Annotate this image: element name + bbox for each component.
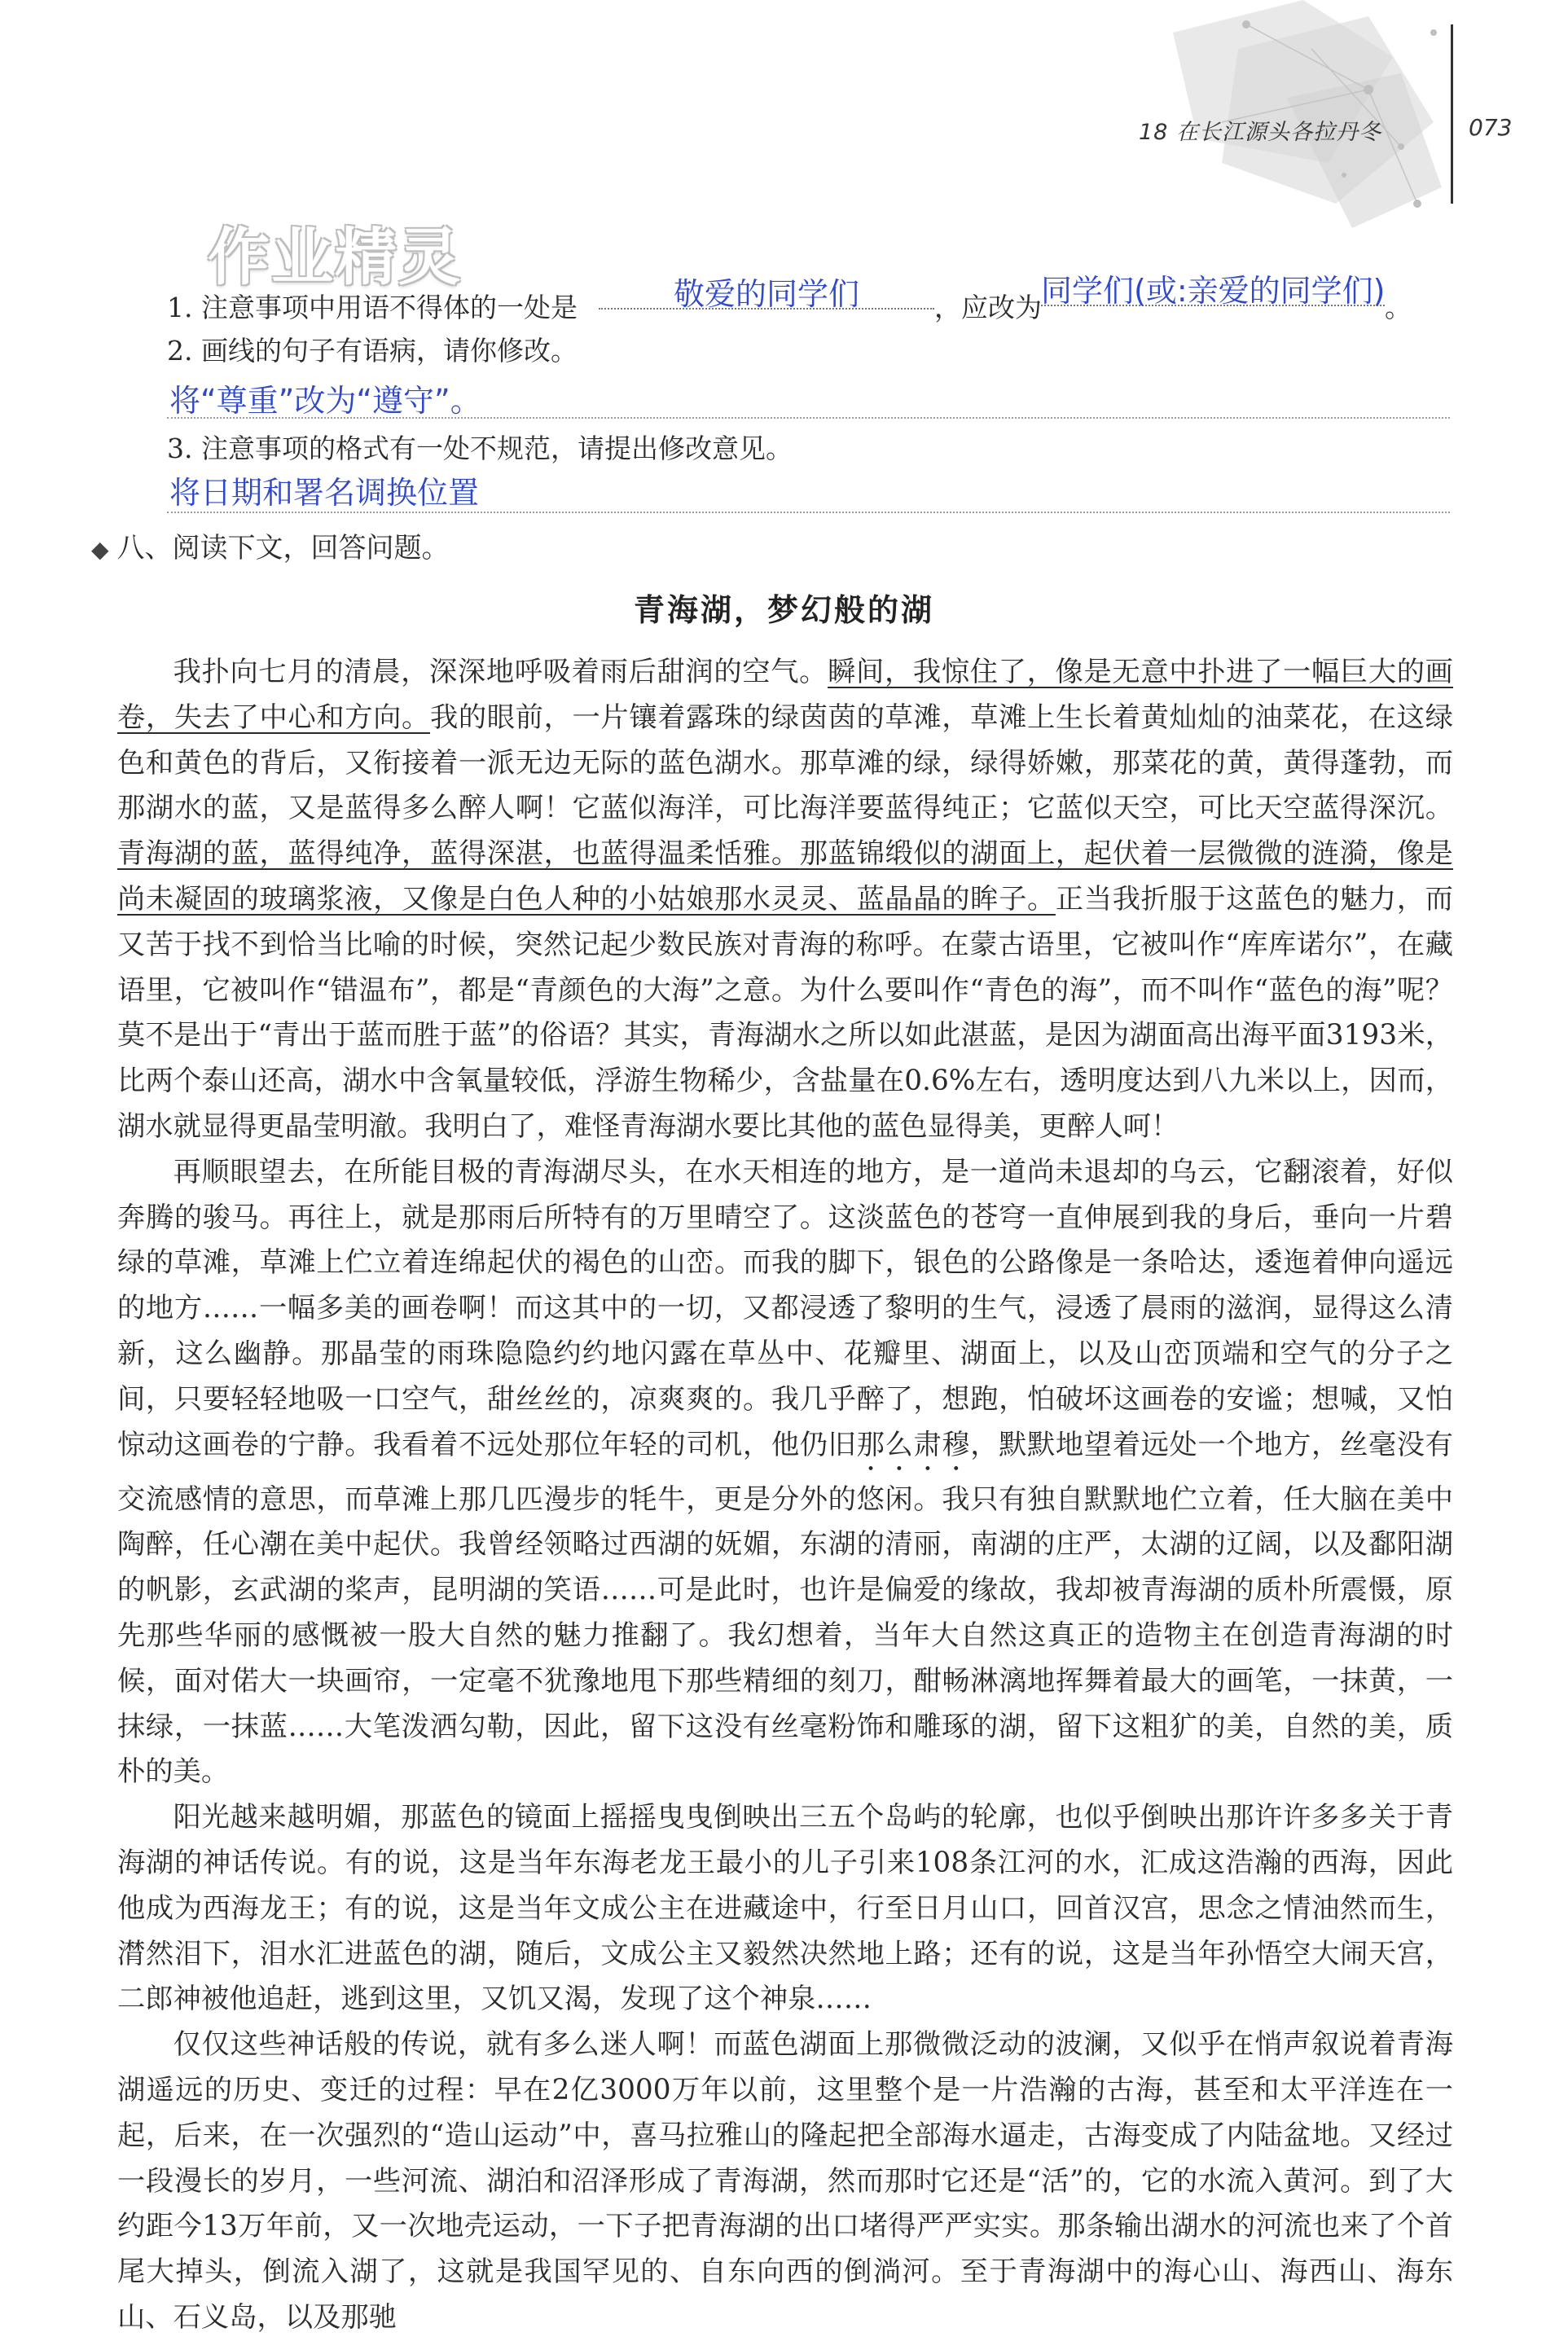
paragraph-2: 再顺眼望去，在所能目极的青海湖尽头，在水天相连的地方，是一道尚未退却的乌云，它翻滚着，好似奔腾的骏马。再往上，就是那雨后所特有的万里晴空了。这淡蓝色的苍穹一直伸展到我的身后，垂向一片碧绿的草滩，草滩上伫立着连绵起伏的褐色的山峦。而我的脚下，银色的公路像是一条哈达，逶迤着伸向遥远的地方……一幅多美的画卷啊！而这其中的一切，又都浸透了黎明的生气，浸透了晨雨的滋润，显得这么清新，这么幽静。那晶莹的雨珠隐隐约约地闪露在草丛中、花瓣里、湖面上，以及山峦顶端和空气的分子之间，只要轻轻地吸一口空气，甜丝丝的，凉爽爽的。我几乎醉了，想跑，怕破坏这画卷的安谧；想喊，又怕惊动这画卷的宁静。我看着不远处那位年轻的司机，他仍旧那么肃穆，默默地望着远处一个地方，丝毫没有交流感情的意思，而草滩上那几匹漫步的牦牛，更是分外的悠闲。我只有独自默默地伫立着，任大脑在美中陶醉，任心潮在美中起伏。我曾经领略过西湖的妩媚，东湖的清丽，南湖的庄严，太湖的辽阔，以及鄱阳湖的帆影，玄武湖的桨声，昆明湖的笑语……可是此时，也许是偏爱的缘故，我却被青海湖的质朴所震慑，原先那些华丽的感慨被一股大自然的魅力推翻了。我幻想着，当年大自然这真正的造物主在创造青海湖的时候，面对偌大一块画帘，一定毫不犹豫地甩下那些精细的刻刀，酣畅淋漓地挥舞着最大的画笔，一抹黄，一抹绿，一抹蓝……大笔泼洒勾勒，因此，留下这没有丝毫粉饰和雕琢的湖，留下这粗犷的美，自然的美，质朴的美。 <box>117 1155 1453 1789</box>
article-title: 青海湖，梦幻般的湖 <box>633 592 934 628</box>
question-1-middle: ，应改为 <box>934 292 1042 323</box>
question-1-prefix: 1. 注意事项中用语不得体的一处是 <box>167 292 578 323</box>
page-number: 073 <box>1469 114 1513 141</box>
underlined-sentence-2: 青海湖的蓝，蓝得纯净，蓝得深湛，也蓝得温柔恬雅。 <box>117 837 800 871</box>
question-1-answer-a: 敬爱的同学们 <box>599 269 934 310</box>
answer-line-2 <box>167 417 1450 419</box>
question-3-text: 3. 注意事项的格式有一处不规范，请提出修改意见。 <box>167 433 793 464</box>
answer-line-3 <box>167 512 1450 513</box>
header-divider <box>1451 24 1453 204</box>
emphasized-phrase: 那么肃穆 <box>856 1428 971 1461</box>
paragraph-3: 阳光越来越明媚，那蓝色的镜面上摇摇曳曳倒映出三五个岛屿的轮廓，也似乎倒映出那许许多多关于青海湖的神话传说。有的说，这是当年东海老龙王最小的儿子引来108条江河的水，汇成这浩瀚的西海，因此他成为西海龙王；有的说，这是当年文成公主在进藏途中，行至日月山口，回首汉宫，思念之情油然而生，潸然泪下，泪水汇进蓝色的湖，随后，文成公主又毅然决然地上路；还有的说，这是当年孙悟空大闹天宫，二郎神被他追赶，逃到这里，又饥又渴，发现了这个神泉…… <box>117 1801 1453 2016</box>
diamond-icon: ◆ <box>91 536 109 563</box>
chapter-title: 18 在长江源头各拉丹冬 <box>1139 120 1381 145</box>
underlined-sentence-3: 那蓝锦缎似的湖面上，起伏着一层微微的涟漪，像是尚未凝固的玻璃浆液，又像是白色人种的小姑娘那水灵灵、蓝晶晶的眸子。 <box>117 837 1453 916</box>
question-2-answer: 将“尊重”改为“遵守”。 <box>169 383 481 419</box>
question-1-answer-b: 同学们(或:亲爱的同学们) <box>1041 266 1385 306</box>
underlined-sentence-1: 瞬间，我惊住了，像是无意中扑进了一幅巨大的画卷，失去了中心和方向。 <box>117 656 1453 734</box>
paragraph-4: 仅仅这些神话般的传说，就有多么迷人啊！而蓝色湖面上那微微泛动的波澜，又似乎在悄声叙说着青海湖遥远的历史、变迁的过程：早在2亿3000万年以前，这里整个是一片浩瀚的古海，甚至和太平洋连在一起，后来，在一次强烈的“造山运动”中，喜马拉雅山的隆起把全部海水逼走，古海变成了内陆盆地。又经过一段漫长的岁月，一些河流、湖泊和沼泽形成了青海湖，然而那时它还是“活”的，它的水流入黄河。到了大约距今13万年前，又一次地壳运动，一下子把青海湖的出口堵得严严实实。那条输出湖水的河流也来了个首尾大掉头，倒流入湖了，这就是我国罕见的、自东向西的倒淌河。至于青海湖中的海心山、海西山、海东山、石义岛，以及那驰 <box>117 2028 1453 2334</box>
question-1-suffix: 。 <box>1385 292 1412 323</box>
paragraph-1: 我扑向七月的清晨，深深地呼吸着雨后甜润的空气。瞬间，我惊住了，像是无意中扑进了一幅巨大的画卷，失去了中心和方向。我的眼前，一片镶着露珠的绿茵茵的草滩，草滩上生长着黄灿灿的油菜花，在这绿色和黄色的背后，又衔接着一派无边无际的蓝色湖水。那草滩的绿，绿得娇嫩，那菜花的黄，黄得蓬勃，而那湖水的蓝，又是蓝得多么醉人啊！它蓝似海洋，可比海洋要蓝得纯正；它蓝似天空，可比天空蓝得深沉。青海湖的蓝，蓝得纯净，蓝得深湛，也蓝得温柔恬雅。那蓝锦缎似的湖面上，起伏着一层微微的涟漪，像是尚未凝固的玻璃浆液，又像是白色人种的小姑娘那水灵灵、蓝晶晶的眸子。正当我折服于这蓝色的魅力，而又苦于找不到恰当比喻的时候，突然记起少数民族对青海的称呼。在蒙古语里，它被叫作“库库诺尔”，在藏语里，它被叫作“错温布”，都是“青颜色的大海”之意。为什么要叫作“青色的海”，而不叫作“蓝色的海”呢？莫不是出于“青出于蓝而胜于蓝”的俗语？其实，青海湖水之所以如此湛蓝，是因为湖面高出海平面3193米，比两个泰山还高，湖水中含氧量较低，浮游生物稀少，含盐量在0.6%左右，透明度达到八九米以上，因而，湖水就显得更晶莹明澈。我明白了，难怪青海湖水要比其他的蓝色显得美，更醉人呵！ <box>117 656 1453 1143</box>
question-3-answer: 将日期和署名调换位置 <box>169 475 480 511</box>
article-body <box>117 650 1453 2341</box>
section-heading <box>91 525 450 565</box>
question-2-text: 2. 画线的句子有语病，请你修改。 <box>167 335 578 367</box>
watermark-logo: 作业精灵 <box>208 221 462 293</box>
section-heading-text: 八、阅读下文，回答问题。 <box>116 532 450 564</box>
